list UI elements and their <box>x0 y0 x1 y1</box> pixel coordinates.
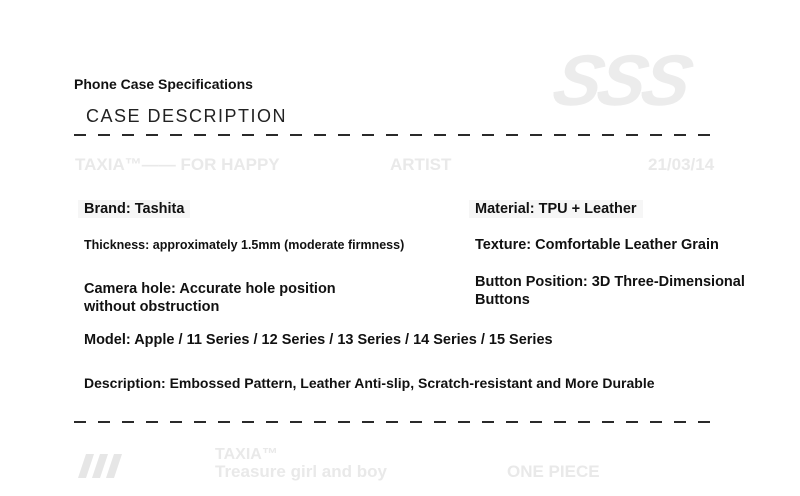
spec-material-text: Material: TPU + Leather <box>469 200 643 218</box>
spec-camera-hole-line2: without obstruction <box>84 299 220 315</box>
spec-button-position-line1: Button Position: 3D Three-Dimensional <box>475 274 745 290</box>
watermark-brand-line: TAXIA™—— FOR HAPPY <box>75 155 280 174</box>
watermark-footer-tagline: Treasure girl and boy <box>215 462 387 481</box>
page-title: Phone Case Specifications <box>74 76 253 92</box>
spec-material <box>475 200 643 218</box>
watermark-footer-right: ONE PIECE <box>507 462 600 481</box>
spec-camera-hole-line1: Camera hole: Accurate hole position <box>84 281 336 297</box>
watermark-artist: ARTIST <box>390 155 452 174</box>
spec-thickness: Thickness: approximately 1.5mm (moderate firmness) <box>84 238 405 252</box>
spec-brand <box>84 200 190 218</box>
slash-stripes-icon <box>78 454 128 478</box>
spec-button-position-line2: Buttons <box>475 292 530 308</box>
divider-top <box>74 134 714 136</box>
spec-texture: Texture: Comfortable Leather Grain <box>475 237 719 253</box>
spec-brand-text: Brand: Tashita <box>78 200 190 218</box>
watermark-footer-brand: TAXIA™ <box>215 446 278 463</box>
spec-camera-hole <box>84 280 384 316</box>
spec-description: Description: Embossed Pattern, Leather Anti-slip, Scratch-resistant and More Durable <box>84 375 655 391</box>
watermark-logo: SSS <box>546 41 696 121</box>
divider-bottom <box>74 421 714 423</box>
watermark-date: 21/03/14 <box>648 155 715 174</box>
spec-model: Model: Apple / 11 Series / 12 Series / 13 Series / 14 Series / 15 Series <box>84 332 553 348</box>
section-heading: CASE DESCRIPTION <box>86 106 288 126</box>
spec-button-position <box>475 273 775 309</box>
